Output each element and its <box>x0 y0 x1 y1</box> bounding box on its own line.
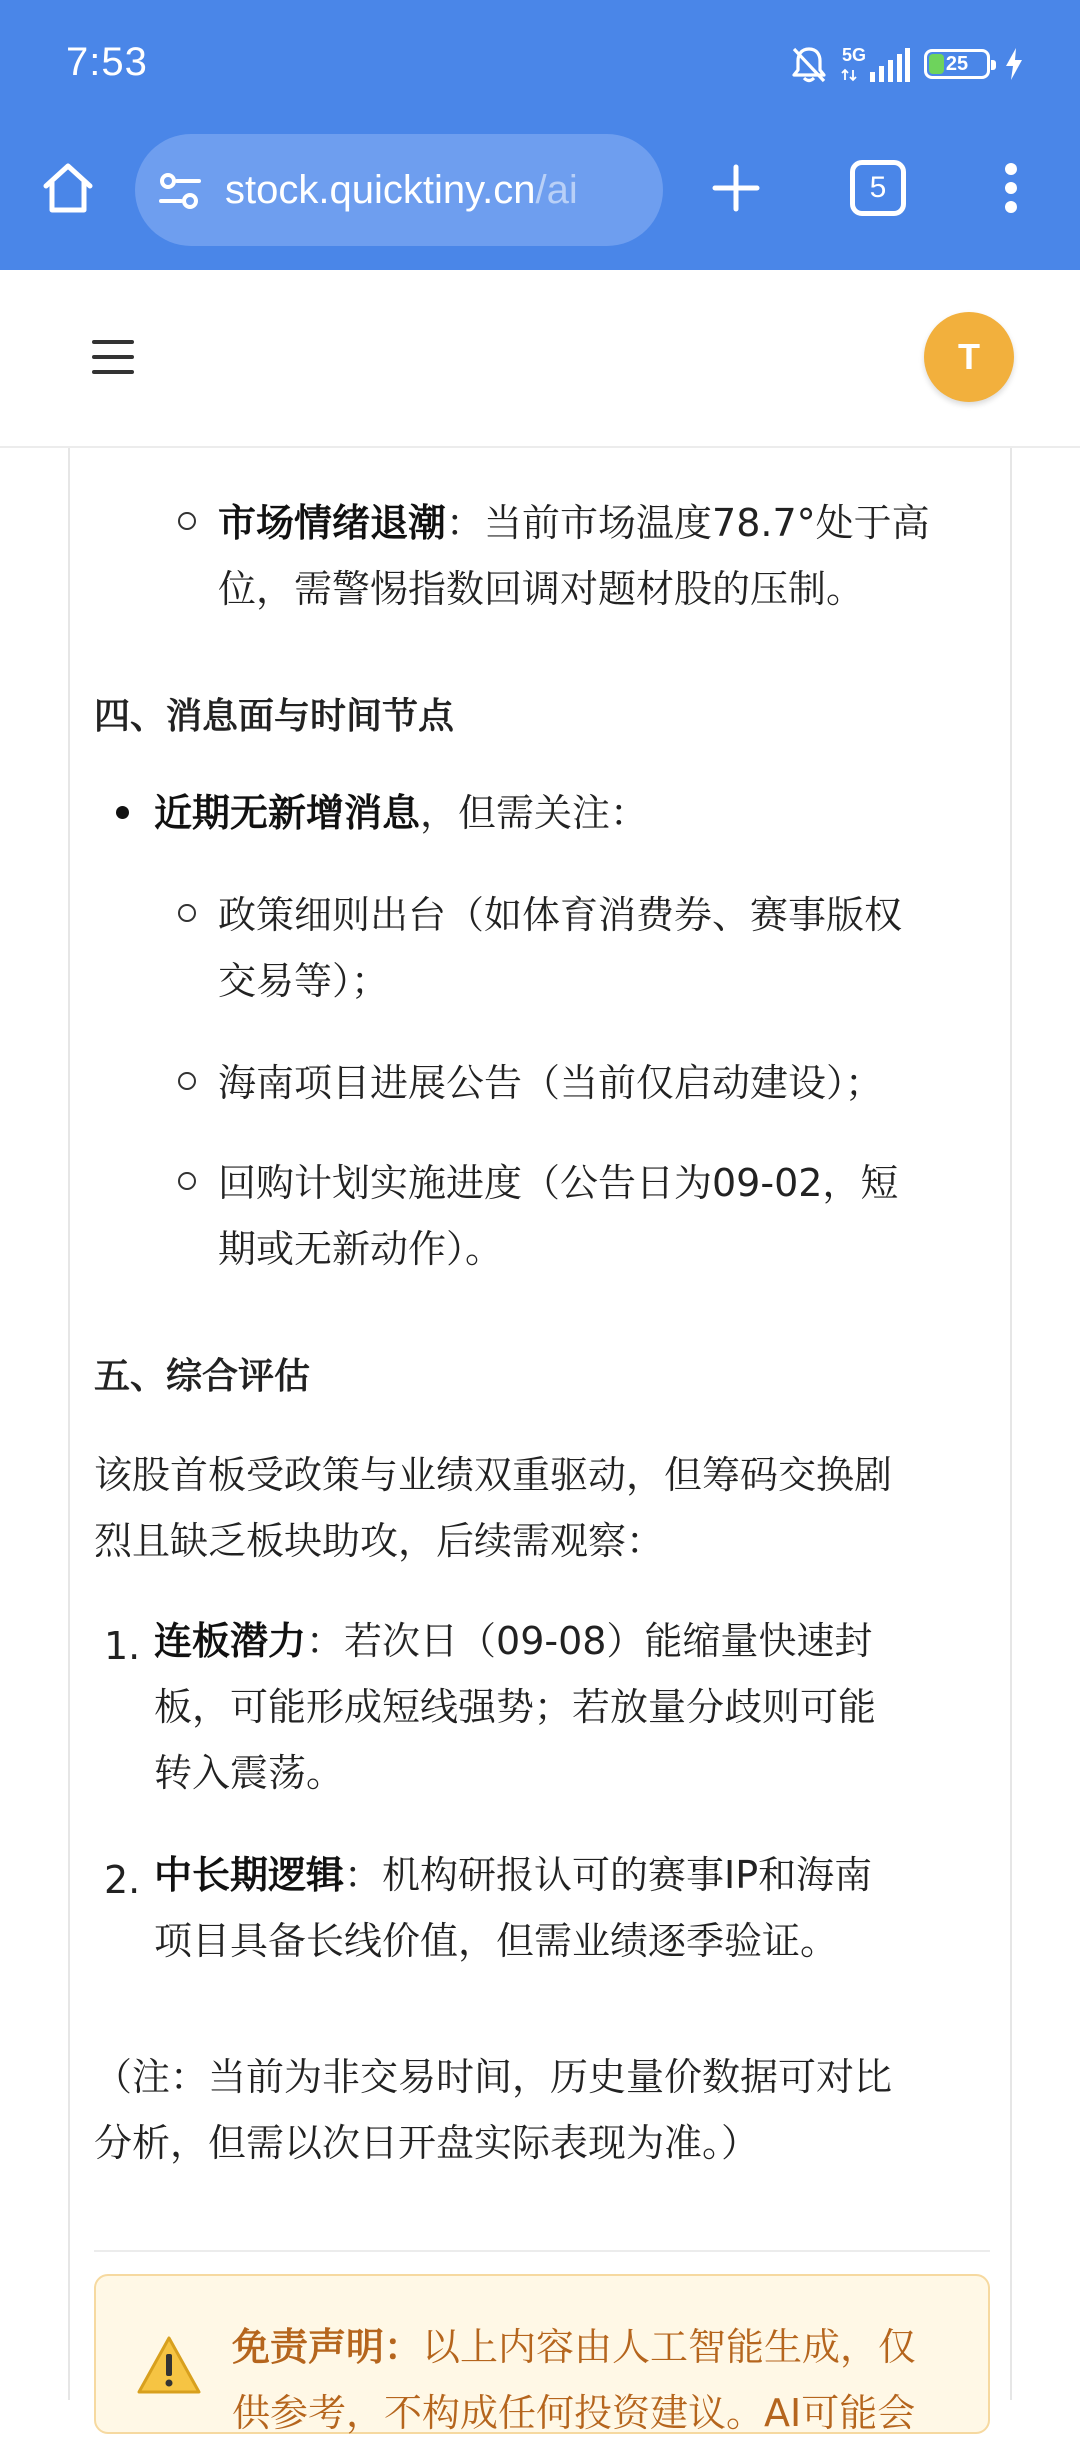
note-line-2: 分析，但需以次日开盘实际表现为准。） <box>94 2121 760 2165</box>
network-type: 5G <box>841 45 866 65</box>
sentiment-line-2: 位，需警惕指数回调对题材股的压制。 <box>218 567 865 611</box>
article-content <box>68 448 1012 2435</box>
disclaimer-line-1-rest: 以上内容由人工智能生成，仅 <box>422 2325 917 2369</box>
news-item-3-line-2: 期或无新动作）。 <box>218 1227 504 1271</box>
url-main: stock.quicktiny.cn <box>225 168 536 212</box>
numbered-1-line-3: 转入震荡。 <box>154 1751 345 1795</box>
disclaimer-text <box>232 2314 972 2446</box>
disclaimer-title: 免责声明： <box>232 2325 423 2369</box>
section-5-heading: 五、综合评估 <box>94 1356 311 1397</box>
news-item-1-line-2: 交易等）； <box>218 959 390 1003</box>
numbered-1-line-2: 板，可能形成短线强势；若放量分歧则可能 <box>154 1685 877 1729</box>
home-icon <box>40 160 96 216</box>
summary-line-1: 该股首板受政策与业绩双重驱动，但筹码交换剧 <box>94 1453 893 1497</box>
disclaimer-box <box>94 2274 990 2434</box>
numbered-2-line-2: 项目具备长线价值，但需业绩逐季验证。 <box>154 1919 839 1963</box>
numbered-index-1: 1. <box>104 1624 141 1668</box>
warning-icon <box>136 2334 202 2396</box>
bell-off-icon <box>790 44 828 84</box>
disclaimer-line-1 <box>232 2314 972 2380</box>
signal-indicator <box>842 46 910 82</box>
numbered-1-rest: ：若次日（09-08）能缩量快速封 <box>306 1619 873 1663</box>
numbered-1-line-1 <box>154 1608 872 1674</box>
news-bullet-bold: 近期无新增消息 <box>154 791 421 835</box>
url-text[interactable] <box>225 168 578 213</box>
summary-line-2: 烈且缺乏板块助攻，后续需观察： <box>94 1519 665 1563</box>
content-divider <box>94 2250 990 2252</box>
more-vert-icon <box>1003 162 1019 214</box>
note-line-1: （注：当前为非交易时间，历史量价数据可对比 <box>94 2055 893 2099</box>
tune-icon[interactable] <box>157 168 203 214</box>
numbered-2-bold: 中长期逻辑 <box>154 1853 345 1897</box>
list-bullet-ring <box>178 512 196 530</box>
battery-icon <box>924 49 990 79</box>
sentiment-rest: ：当前市场温度78.7°处于高 <box>446 501 930 545</box>
browser-toolbar <box>0 130 1080 270</box>
list-bullet-ring <box>178 1072 196 1090</box>
news-bullet <box>154 780 648 846</box>
news-item-2-line-1: 海南项目进展公告（当前仅启动建设）； <box>218 1061 884 1105</box>
tab-count: 5 <box>869 171 887 204</box>
tab-switcher-button[interactable] <box>850 160 906 216</box>
status-time: 7:53 <box>66 40 148 84</box>
section-4-heading: 四、消息面与时间节点 <box>94 696 455 737</box>
list-bullet-dot <box>116 806 129 819</box>
numbered-1-bold: 连板潜力 <box>154 1619 307 1663</box>
numbered-index-2: 2. <box>104 1858 141 1902</box>
plus-icon <box>711 163 761 213</box>
new-tab-button[interactable] <box>704 156 768 220</box>
status-bar <box>0 0 1080 130</box>
list-bullet-ring <box>178 904 196 922</box>
battery-fill <box>929 54 944 74</box>
hamburger-icon[interactable] <box>88 332 138 382</box>
battery-level: 25 <box>945 52 969 75</box>
more-menu-button[interactable] <box>985 156 1037 220</box>
signal-icon <box>870 48 910 82</box>
news-bullet-rest: ，但需关注： <box>420 791 649 835</box>
disclaimer-line-2: 供参考，不构成任何投资建议。AI可能会 <box>232 2391 916 2435</box>
avatar[interactable]: T <box>924 312 1014 402</box>
status-icons <box>790 42 1024 86</box>
address-bar[interactable] <box>135 134 663 246</box>
sentiment-line-1 <box>218 490 930 556</box>
home-button[interactable] <box>36 156 100 220</box>
site-header <box>0 270 1080 448</box>
news-item-3-line-1: 回购计划实施进度（公告日为09-02，短 <box>218 1161 899 1205</box>
charging-bolt-icon <box>1004 48 1024 80</box>
url-path: /ai <box>535 168 578 212</box>
news-item-1-line-1: 政策细则出台（如体育消费券、赛事版权 <box>218 893 903 937</box>
browser-chrome <box>0 0 1080 270</box>
numbered-2-rest: ：机构研报认可的赛事IP和海南 <box>344 1853 873 1897</box>
list-bullet-ring <box>178 1172 196 1190</box>
data-arrows-icon <box>842 68 856 82</box>
sentiment-bold: 市场情绪退潮 <box>218 501 447 545</box>
numbered-2-line-1 <box>154 1842 872 1908</box>
